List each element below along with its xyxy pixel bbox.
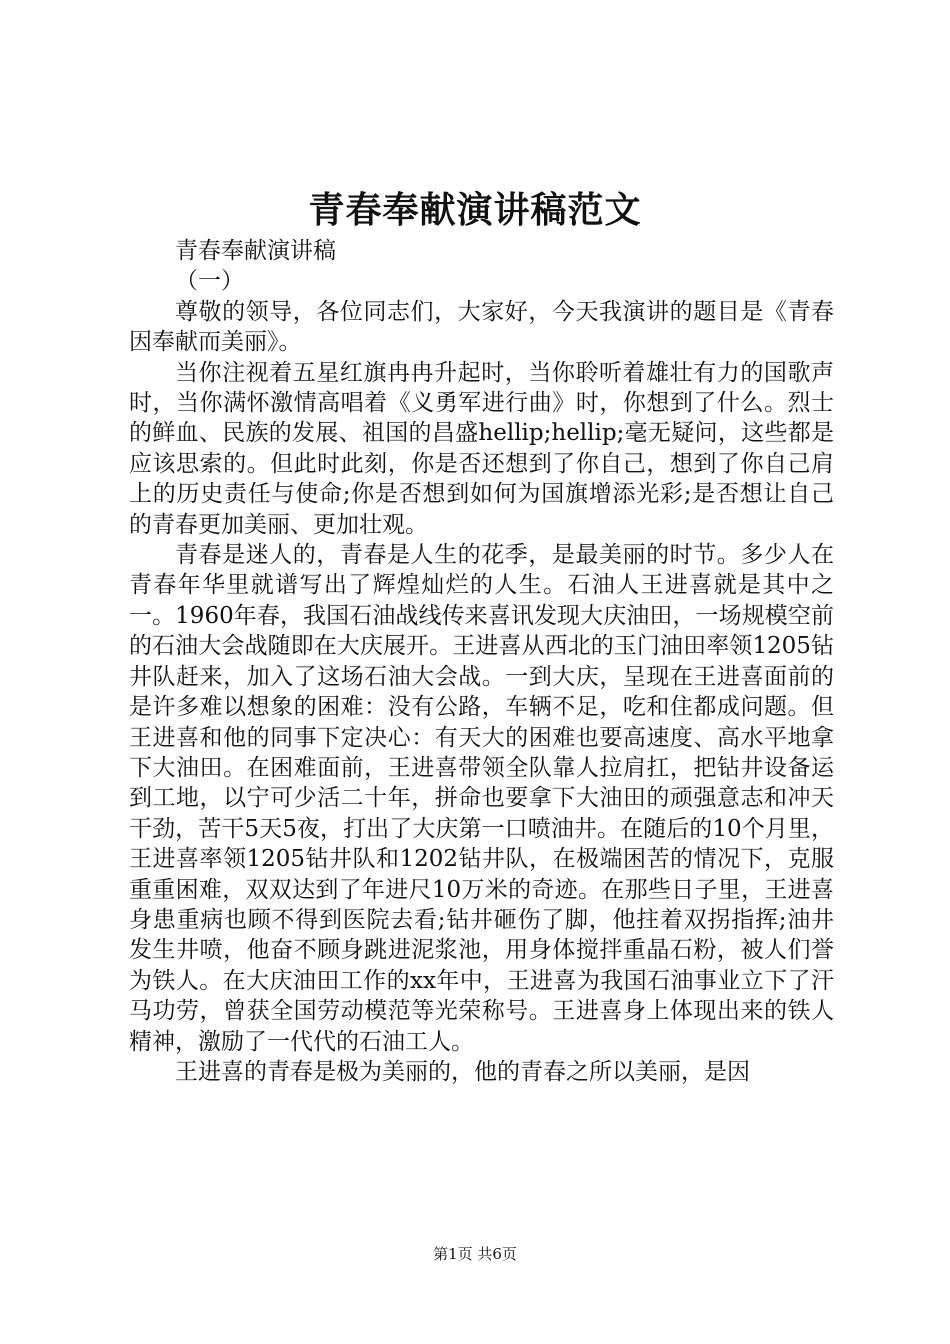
- paragraph-wang-jinxi: 青春是迷人的，青春是人生的花季，是最美丽的时节。多少人在青春年华里就谱写出了辉煌灿烂的人生。石油人王进喜就是其中之一。1960年春，我国石油战线传来喜讯发现大庆油田，一场规模空前的石油大会战随即在大庆展开。王进喜从西北的玉门油田率领1205钻井队赶来，加入了这场石油大会战。一到大庆，呈现在王进喜面前的是许多难以想象的困难：没有公路，车辆不足，吃和住都成问题。但王进喜和他的同事下定决心：有天大的困难也要高速度、高水平地拿下大油田。在困难面前，王进喜带领全队靠人拉肩扛，把钻井设备运到工地，以宁可少活二十年，拼命也要拿下大油田的顽强意志和冲天干劲，苦干5天5夜，打出了大庆第一口喷油井。在随后的10个月里，王进喜率领1205钻井队和1202钻井队，在极端困苦的情况下，克服重重困难，双双达到了年进尺10万米的奇迹。在那些日子里，王进喜身患重病也顾不得到医院去看;钻井砸伤了脚，他拄着双拐指挥;油井发生井喷，他奋不顾身跳进泥浆池，用身体搅拌重晶石粉，被人们誉为铁人。在大庆油田工作的xx年中，王进喜为我国石油事业立下了汗马功劳，曾获全国劳动模范等光荣称号。王进喜身上体现出来的铁人精神，激励了一代代的石油工人。: [129, 542, 834, 1055]
- paragraph-flag: 当你注视着五星红旗冉冉升起时，当你聆听着雄壮有力的国歌声时，当你满怀激情高唱着《义勇军进行曲》时，你想到了什么。烈士的鲜血、民族的发展、祖国的昌盛hellip;hellip;毫无疑问，这些都是应该思索的。但此时此刻，你是否还想到了你自己，想到了你自己肩上的历史责任与使命;你是否想到如何为国旗增添光彩;是否想让自己的青春更加美丽、更加壮观。: [129, 359, 834, 538]
- document-body: [129, 236, 834, 1087]
- paragraph-section-number: （一）: [175, 268, 244, 295]
- paragraph-subtitle: 青春奉献演讲稿: [175, 238, 336, 264]
- paragraph-greeting: 尊敬的领导，各位同志们，大家好，今天我演讲的题目是《青春因奉献而美丽》。: [129, 298, 834, 356]
- paragraph-conclusion: 王进喜的青春是极为美丽的，他的青春之所以美丽，是因: [175, 1058, 750, 1085]
- document-title: 青春奉献演讲稿范文: [308, 189, 642, 231]
- page-footer: 第1页 共6页: [433, 1245, 517, 1263]
